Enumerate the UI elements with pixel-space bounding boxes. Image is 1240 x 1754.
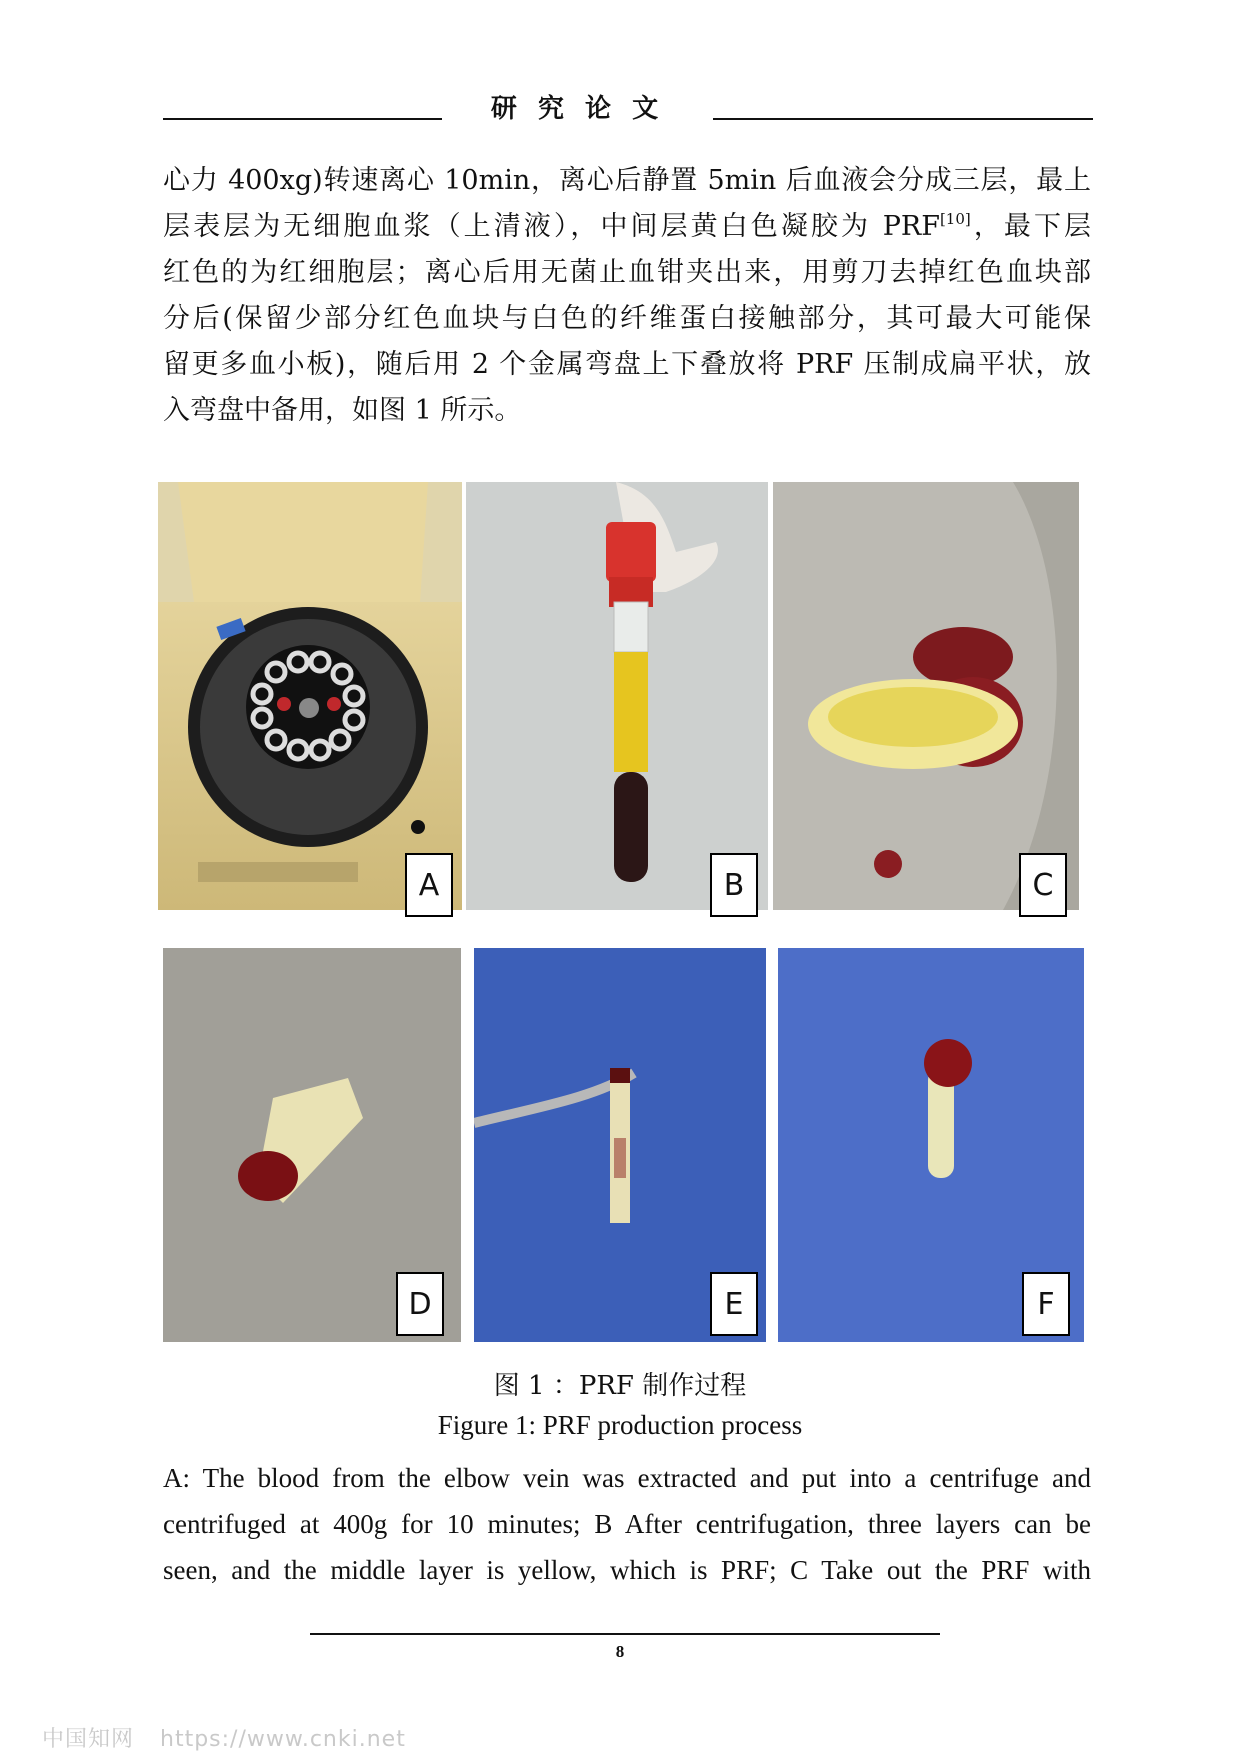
- description-line: seen, and the middle layer is yellow, which is PRF; C Take out the PRF with: [163, 1555, 1091, 1585]
- figure-caption-chinese: 图 1 ：PRF 制作过程: [493, 1371, 747, 1401]
- photo-panel-c: [773, 482, 1079, 910]
- body-line: 分后(保留少部分红色血块与白色的纤维蛋白接触部分，其可最大可能保: [163, 303, 1091, 334]
- header-rule-right: [713, 118, 1093, 120]
- prf-in-dish-photo: [773, 482, 1079, 910]
- body-line: 心力 400xg)转速离心 10min，离心后静置 5min 后血液会分成三层，最上: [163, 165, 1091, 196]
- photo-panel-b: [466, 482, 768, 910]
- panel-label-c: C: [1019, 853, 1067, 917]
- figure-caption-english: Figure 1: PRF production process: [437, 1410, 803, 1440]
- panel-label-b: B: [710, 853, 758, 917]
- watermark-url: https://www.cnki.net: [160, 1727, 406, 1752]
- centrifuge-photo: [158, 482, 462, 910]
- panel-label-e: E: [710, 1272, 758, 1336]
- panel-label-f: F: [1022, 1272, 1070, 1336]
- panel-label-a: A: [405, 853, 453, 917]
- watermark-brand: 中国知网: [42, 1727, 135, 1752]
- photo-panel-a: [158, 482, 462, 910]
- figure-description: [163, 1455, 1091, 1593]
- cnki-watermark: [42, 1722, 406, 1753]
- header-rule-left: [163, 118, 442, 120]
- panel-label-d: D: [396, 1272, 444, 1336]
- body-line: 入弯盘中备用，如图 1 所示。: [163, 395, 522, 426]
- body-line: 红色的为红细胞层；离心后用无菌止血钳夹出来，用剪刀去掉红色血块部: [163, 257, 1091, 288]
- description-line: centrifuged at 400g for 10 minutes; B After centrifugation, three layers can be: [163, 1509, 1091, 1539]
- citation-ref: [10]: [939, 210, 971, 228]
- description-line: A: The blood from the elbow vein was extracted and put into a centrifuge and: [163, 1463, 1091, 1493]
- page-number: 8: [615, 1642, 625, 1661]
- body-line: [163, 204, 1091, 250]
- body-paragraph: [163, 158, 1091, 434]
- body-line-tail: ，最下层: [970, 211, 1092, 242]
- body-line: 留更多血小板)，随后用 2 个金属弯盘上下叠放将 PRF 压制成扁平状，放: [163, 349, 1091, 380]
- footer-rule: [310, 1633, 940, 1635]
- body-line-text: 层表层为无细胞血浆（上清液），中间层黄白色凝胶为 PRF: [163, 211, 940, 242]
- running-header: 研 究 论 文: [490, 94, 665, 124]
- blood-tube-photo: [466, 482, 768, 910]
